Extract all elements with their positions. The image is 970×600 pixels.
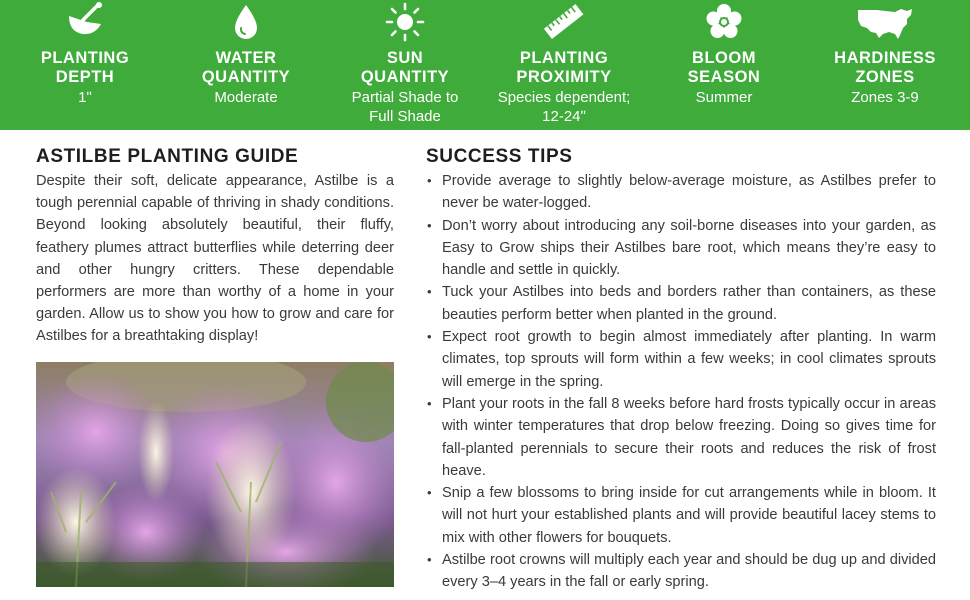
stat-title-line2: QUANTITY — [201, 68, 291, 86]
stat-value-line1: Species dependent; — [497, 89, 631, 106]
guide-intro-text: Despite their soft, delicate appearance, Astilbe is a tough perennial capable of thriving in shady conditions. Beyond looking absolutely beautiful, their fluffy, feathery plumes attract butterflies while deterring deer and other hungry critters. These dependable performers are more than worthy of a home in your garden. Allow us to show you how to grow and care for Astilbes for a breathtaking display! — [36, 173, 394, 345]
stat-value-line2: Full Shade — [369, 108, 441, 125]
bullet-icon: • — [427, 485, 432, 501]
bullet-icon: • — [427, 217, 432, 233]
stat-title-line1: HARDINESS — [834, 49, 936, 67]
flower-icon — [700, 2, 748, 42]
list-item: • Provide average to slightly below-average moisture, as Astilbes prefer to never be water-logged. — [426, 170, 936, 215]
stat-value: Zones 3-9 — [851, 89, 919, 106]
stat-title-line1: WATER — [215, 49, 277, 67]
water-drop-icon — [222, 2, 270, 42]
stat-title-line2: QUANTITY — [360, 68, 450, 86]
tips-heading: SUCCESS TIPS — [426, 146, 573, 167]
ruler-icon — [540, 2, 588, 42]
tips-list — [426, 170, 936, 594]
bullet-icon: • — [427, 284, 432, 300]
bullet-icon: • — [427, 173, 432, 188]
list-item: • Astilbe root crowns will multiply each year and should be dug up and divided every 3–4 years in the fall or early spring. — [426, 549, 936, 594]
list-item: • Tuck your Astilbes into beds and borders rather than containers, as these beauties perform better when planted in the ground. — [426, 281, 936, 326]
stat-planting-proximity — [484, 0, 644, 130]
stat-sun-quantity — [326, 0, 484, 130]
astilbe-photo — [36, 362, 394, 587]
stat-value-line1: Partial Shade to — [351, 89, 459, 106]
success-tips-section — [426, 146, 936, 594]
list-item: • Snip a few blossoms to bring inside for cut arrangements while in bloom. It will not hurt your established plants and will provide beautiful lacey stems to mix with other flowers for bouquets. — [426, 482, 936, 549]
stat-title-line2: ZONES — [855, 68, 915, 86]
guide-heading: ASTILBE PLANTING GUIDE — [36, 146, 299, 167]
stat-title-line1: PLANTING — [519, 49, 609, 67]
stat-bloom-season — [644, 0, 804, 130]
info-banner — [0, 0, 970, 130]
stat-value: Moderate — [214, 89, 278, 106]
stat-hardiness-zones — [804, 0, 966, 130]
stat-title-line2: DEPTH — [55, 68, 115, 86]
stat-value: Summer — [695, 89, 753, 106]
stat-water-quantity — [166, 0, 326, 130]
stat-title-line2: PROXIMITY — [516, 68, 612, 86]
stat-value-line2: 12-24ʺ — [542, 108, 586, 125]
list-item: • Don’t worry about introducing any soil-borne diseases into your garden, as Easy to Grow ships their Astilbes bare root, which means they’re easy to handle and settle in quickly. — [426, 215, 936, 282]
sun-icon — [381, 2, 429, 42]
stat-value: 1ʺ — [78, 89, 92, 106]
stat-planting-depth — [4, 0, 166, 130]
list-item: • Expect root growth to begin almost immediately after planting. In warm climates, top sprouts will form within a few weeks; in cool climates sprouts will emerge in the spring. — [426, 326, 936, 393]
stat-title-line2: SEASON — [687, 68, 761, 86]
bullet-icon: • — [427, 329, 432, 345]
stat-title-line1: BLOOM — [692, 49, 756, 67]
usa-map-icon — [855, 2, 915, 42]
stat-title-line1: PLANTING — [40, 49, 130, 67]
stat-title-line1: SUN — [386, 49, 424, 67]
bullet-icon: • — [427, 395, 432, 411]
list-item: • Plant your roots in the fall 8 weeks before hard frosts typically occur in areas with winter temperatures that drop below freezing. Doing so gives time for fall-planted perennials to secure their roots and reduces the risk of frost heave. — [426, 393, 936, 482]
trowel-icon — [61, 2, 109, 42]
planting-guide-section — [36, 146, 394, 348]
bullet-icon: • — [427, 552, 432, 568]
